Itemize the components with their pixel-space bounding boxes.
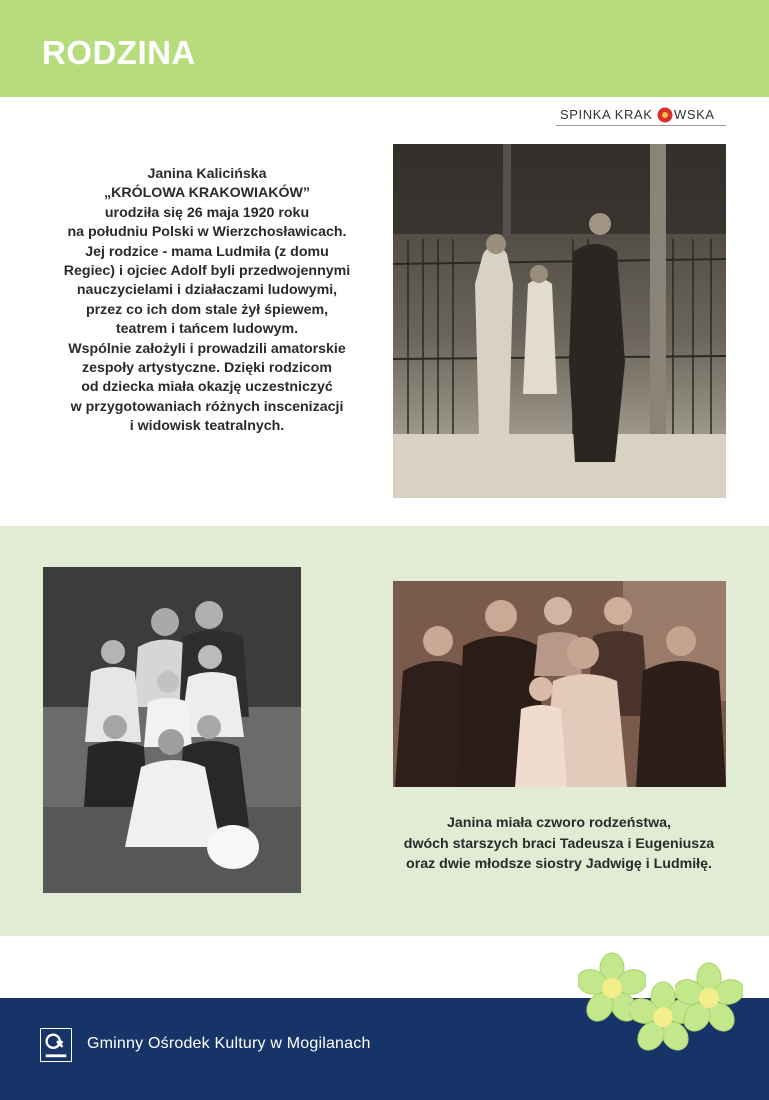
intro-line: nauczycielami i działaczami ludowymi, xyxy=(76,282,338,299)
brand-text-left: SPINKA KRAK xyxy=(560,107,653,122)
intro-line: Regiec) i ojciec Adolf byli przedwojennymi xyxy=(63,263,351,280)
intro-line: przez co ich dom stale żył śpiewem, xyxy=(85,301,329,318)
intro-line: teatrem i tańcem ludowym. xyxy=(115,321,299,338)
intro-line: w przygotowaniach różnych inscenizacji xyxy=(70,398,344,415)
red-flower-icon xyxy=(657,107,673,123)
intro-line: Janina Kalicińska xyxy=(147,166,267,182)
intro-line: Jej rodzice - mama Ludmiła (z domu xyxy=(85,243,329,260)
family-photo-railing xyxy=(393,144,726,498)
intro-line: na południu Polski w Wierzchosławicach. xyxy=(67,224,347,241)
intro-line: zespoły artystyczne. Dzięki rodzicom xyxy=(82,360,332,377)
family-photo-outdoors xyxy=(43,567,301,893)
page-header xyxy=(0,0,769,97)
siblings-line: dwóch starszych braci Tadeusza i Eugeniusza xyxy=(403,835,715,852)
intro-line: od dziecka miała okazję uczestniczyć xyxy=(81,379,333,396)
intro-line: urodziła się 26 maja 1920 roku xyxy=(104,204,310,221)
intro-line: Wspólnie założyli i prowadzili amatorskie xyxy=(68,340,346,357)
gok-mogilany-logo-icon xyxy=(40,1028,72,1062)
siblings-line: Janina miała czworo rodzeństwa, xyxy=(447,815,671,831)
page-title: RODZINA xyxy=(42,34,196,71)
intro-line: i widowisk teatralnych. xyxy=(129,418,285,435)
family-photo-studio xyxy=(393,581,726,787)
siblings-line: oraz dwie młodsze siostry Jadwigę i Ludmiłę. xyxy=(406,856,712,872)
intro-line: „KRÓLOWA KRAKOWIAKÓW” xyxy=(104,185,310,202)
spinka-krakowska-logo xyxy=(556,104,726,126)
brand-text-right: WSKA xyxy=(674,107,715,122)
siblings-caption xyxy=(370,813,748,875)
intro-text xyxy=(40,165,374,437)
green-flower-icon xyxy=(675,962,743,1034)
footer-organization-name: Gminny Ośrodek Kultury w Mogilanach xyxy=(87,1035,371,1052)
